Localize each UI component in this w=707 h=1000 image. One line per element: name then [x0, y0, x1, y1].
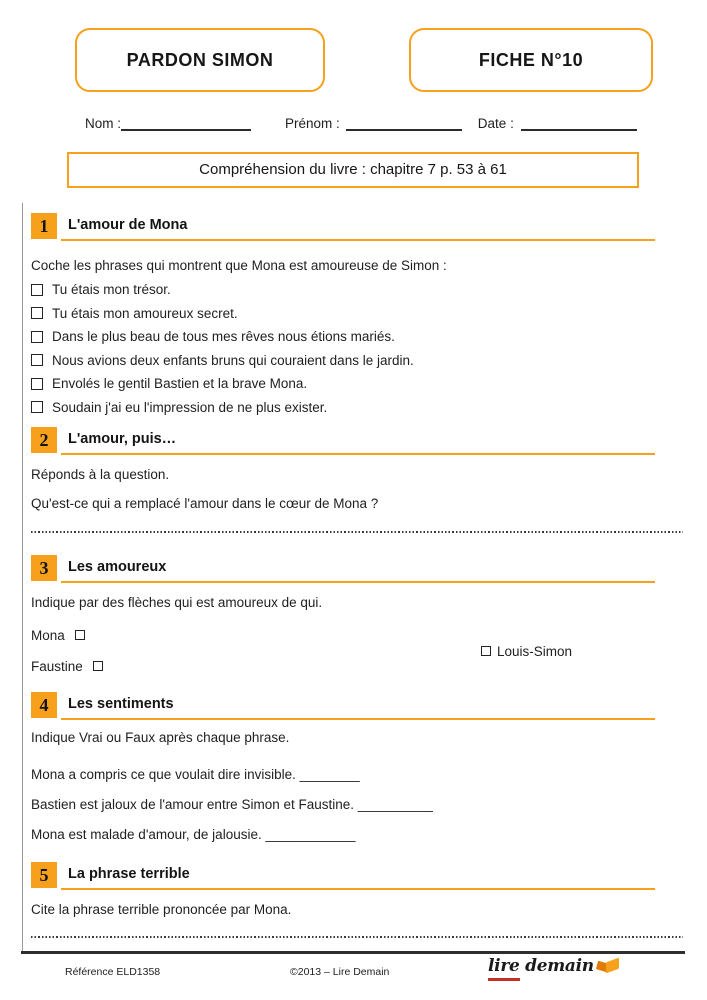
section-3-instruction: Indique par des flèches qui est amoureux de qui.	[31, 595, 323, 610]
match-item-mona	[31, 627, 85, 643]
section-les-amoureux	[31, 555, 655, 675]
answer-dotted-line[interactable]	[31, 935, 683, 938]
book-title: PARDON SIMON	[126, 49, 274, 70]
section-2-number-badge: 2	[31, 427, 57, 453]
identity-row	[85, 113, 637, 131]
section-3-title: Les amoureux	[68, 559, 167, 575]
section-1-header	[31, 213, 655, 241]
checkbox-item	[31, 306, 655, 322]
nom-blank[interactable]	[121, 114, 251, 131]
reference-text: Référence ELD1358	[65, 966, 161, 978]
left-margin-rule	[22, 203, 23, 952]
section-1-number-badge: 1	[31, 213, 57, 239]
section-3-number-badge: 3	[31, 555, 57, 581]
section-3-header	[31, 555, 655, 583]
checkbox-item	[31, 282, 655, 298]
section-5-number-badge: 5	[31, 862, 57, 888]
checkbox-icon[interactable]	[31, 307, 43, 319]
section-5-title: La phrase terrible	[68, 866, 190, 882]
vrai-faux-statement[interactable]: Mona a compris ce que voulait dire invisible. ________	[31, 767, 360, 782]
section-1-instruction: Coche les phrases qui montrent que Mona est amoureuse de Simon :	[31, 258, 447, 273]
section-les-sentiments	[31, 692, 655, 843]
section-amour-de-mona	[31, 213, 655, 415]
match-name: Mona	[31, 627, 65, 643]
match-anchor-icon[interactable]	[75, 630, 85, 640]
section-5-underline	[61, 888, 655, 891]
date-blank[interactable]	[521, 114, 637, 131]
checkbox-item	[31, 400, 655, 416]
checkbox-item	[31, 376, 655, 392]
checkbox-icon[interactable]	[31, 354, 43, 366]
match-anchor-icon[interactable]	[93, 661, 103, 671]
checkbox-icon[interactable]	[31, 401, 43, 413]
checkbox-label: Envolés le gentil Bastien et la brave Mona.	[52, 376, 308, 392]
prenom-label: Prénom :	[285, 116, 340, 131]
section-3-underline	[61, 581, 655, 584]
section-1-underline	[61, 239, 655, 242]
answer-dotted-line[interactable]	[31, 530, 683, 533]
section-2-underline	[61, 453, 655, 456]
match-item-louis-simon	[481, 643, 572, 659]
nom-label: Nom :	[85, 116, 122, 131]
section-2-header	[31, 427, 655, 455]
section-phrase-terrible	[31, 862, 655, 938]
section-4-title: Les sentiments	[68, 696, 174, 712]
publisher-logo-text: lire demain	[488, 956, 594, 976]
section-5-instruction: Cite la phrase terrible prononcée par Mona.	[31, 902, 292, 917]
checkbox-label: Dans le plus beau de tous mes rêves nous étions mariés.	[52, 329, 395, 345]
publisher-tagline-mark	[488, 978, 520, 981]
subtitle-box	[67, 152, 639, 188]
footer-separator	[21, 951, 685, 954]
checkbox-icon[interactable]	[31, 331, 43, 343]
checkbox-item	[31, 353, 655, 369]
section-4-instruction: Indique Vrai ou Faux après chaque phrase.	[31, 730, 290, 745]
subtitle-text: Compréhension du livre : chapitre 7 p. 53 à 61	[199, 161, 507, 178]
section-4-underline	[61, 718, 655, 721]
checkbox-label: Soudain j'ai eu l'impression de ne plus exister.	[52, 399, 328, 415]
book-title-box	[75, 28, 325, 92]
section-4-number-badge: 4	[31, 692, 57, 718]
publisher-logo	[488, 956, 621, 981]
section-4-header	[31, 692, 655, 720]
fiche-number-box	[409, 28, 653, 92]
match-item-faustine	[31, 658, 103, 674]
matching-area	[31, 627, 655, 675]
checkbox-label: Tu étais mon trésor.	[52, 282, 171, 298]
match-name: Faustine	[31, 658, 83, 674]
section-2-question: Qu'est-ce qui a remplacé l'amour dans le cœur de Mona ?	[31, 496, 379, 511]
copyright-text: ©2013 – Lire Demain	[290, 966, 390, 978]
checkbox-icon[interactable]	[31, 284, 43, 296]
prenom-blank[interactable]	[346, 114, 462, 131]
section-1-title: L'amour de Mona	[68, 217, 188, 233]
section-5-header	[31, 862, 655, 890]
section-amour-puis	[31, 427, 655, 533]
header-row	[75, 28, 653, 92]
vrai-faux-statement[interactable]: Mona est malade d'amour, de jalousie. ____________	[31, 827, 356, 842]
match-name: Louis-Simon	[497, 643, 573, 659]
date-label: Date :	[477, 116, 514, 131]
fiche-number: FICHE N°10	[478, 49, 584, 70]
section-2-title: L'amour, puis…	[68, 431, 177, 447]
checkbox-label: Tu étais mon amoureux secret.	[52, 305, 238, 321]
open-book-icon	[596, 957, 621, 974]
checkbox-icon[interactable]	[31, 378, 43, 390]
checkbox-label: Nous avions deux enfants bruns qui couraient dans le jardin.	[52, 352, 414, 368]
worksheet-content	[31, 210, 655, 938]
vrai-faux-statement[interactable]: Bastien est jaloux de l'amour entre Simon et Faustine. __________	[31, 797, 433, 812]
section-2-instruction: Réponds à la question.	[31, 467, 170, 482]
checkbox-item	[31, 329, 655, 345]
match-anchor-icon[interactable]	[481, 646, 491, 656]
